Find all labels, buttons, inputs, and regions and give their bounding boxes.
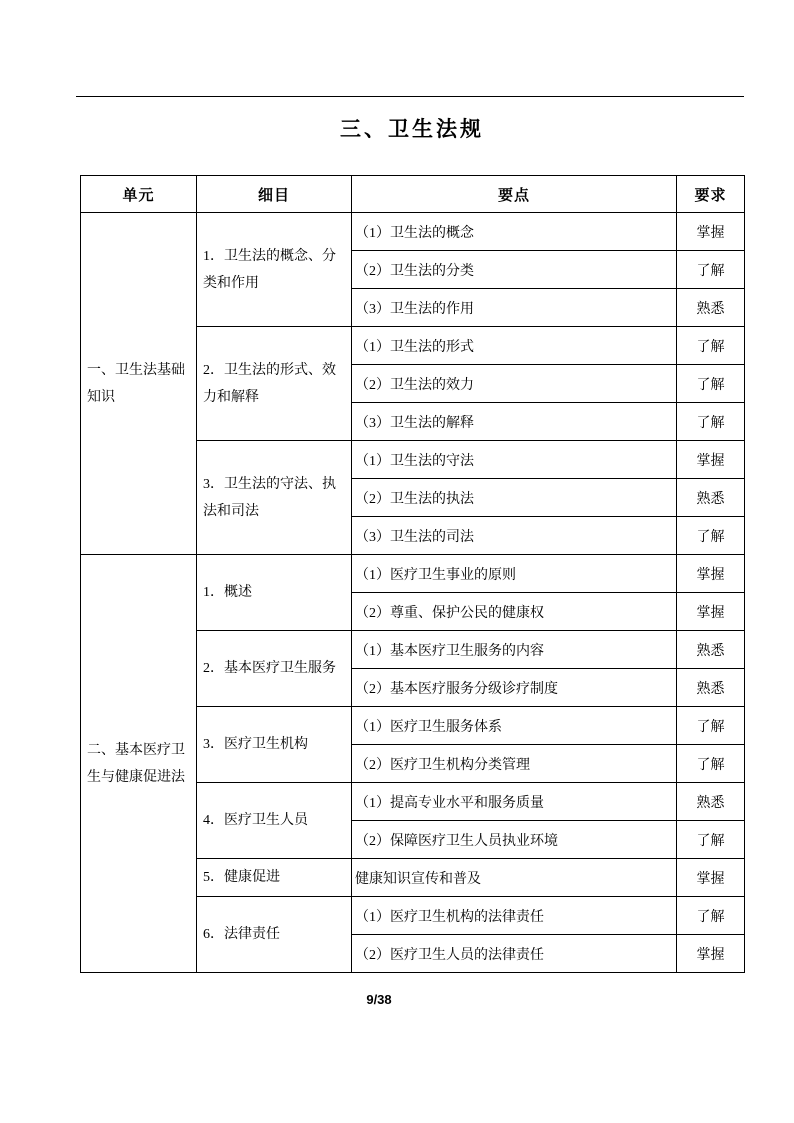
requirement-cell: 了解 [677, 365, 745, 403]
point-cell: （2）基本医疗服务分级诊疗制度 [352, 669, 677, 707]
requirement-cell: 了解 [677, 745, 745, 783]
point-cell: （1）医疗卫生事业的原则 [352, 555, 677, 593]
requirement-cell: 掌握 [677, 555, 745, 593]
point-cell: （3）卫生法的司法 [352, 517, 677, 555]
requirement-cell: 了解 [677, 821, 745, 859]
page-title: 三、卫生法规 [340, 117, 484, 141]
requirement-cell: 掌握 [677, 935, 745, 973]
requirement-cell: 熟悉 [677, 669, 745, 707]
point-cell: （1）医疗卫生服务体系 [352, 707, 677, 745]
detail-cell: 5．健康促进 [197, 859, 352, 897]
detail-cell: 6．法律责任 [197, 897, 352, 973]
detail-cell: 1．概述 [197, 555, 352, 631]
point-cell: （3）卫生法的作用 [352, 289, 677, 327]
point-cell: （2）尊重、保护公民的健康权 [352, 593, 677, 631]
requirement-cell: 掌握 [677, 859, 745, 897]
requirement-cell: 掌握 [677, 441, 745, 479]
point-cell: （3）卫生法的解释 [352, 403, 677, 441]
point-cell: （1）基本医疗卫生服务的内容 [352, 631, 677, 669]
detail-cell: 2．基本医疗卫生服务 [197, 631, 352, 707]
header-cell-requirement: 要求 [677, 176, 745, 213]
point-cell: （2）卫生法的效力 [352, 365, 677, 403]
requirement-cell: 了解 [677, 707, 745, 745]
header-rule-divider [76, 96, 744, 97]
requirement-cell: 了解 [677, 403, 745, 441]
table-row [81, 555, 745, 593]
requirement-cell: 了解 [677, 327, 745, 365]
point-cell: （1）卫生法的概念 [352, 213, 677, 251]
point-cell: （2）卫生法的执法 [352, 479, 677, 517]
detail-cell: 1．卫生法的概念、分类和作用 [197, 213, 352, 327]
requirement-cell: 熟悉 [677, 783, 745, 821]
point-cell: （1）卫生法的守法 [352, 441, 677, 479]
requirement-cell: 熟悉 [677, 479, 745, 517]
syllabus-table-body [81, 213, 745, 973]
table-header-row [81, 176, 745, 213]
requirement-cell: 掌握 [677, 593, 745, 631]
point-cell: （2）医疗卫生人员的法律责任 [352, 935, 677, 973]
page-number: 9/38 [366, 992, 392, 1007]
requirement-cell: 掌握 [677, 213, 745, 251]
detail-cell: 4．医疗卫生人员 [197, 783, 352, 859]
header-cell-point: 要点 [352, 176, 677, 213]
detail-cell: 3．卫生法的守法、执法和司法 [197, 441, 352, 555]
header-cell-detail: 细目 [197, 176, 352, 213]
syllabus-table [80, 175, 745, 973]
requirement-cell: 熟悉 [677, 631, 745, 669]
detail-cell: 3．医疗卫生机构 [197, 707, 352, 783]
table-row [81, 213, 745, 251]
header-cell-unit: 单元 [81, 176, 197, 213]
unit-cell: 一、卫生法基础知识 [81, 213, 197, 555]
requirement-cell: 熟悉 [677, 289, 745, 327]
requirement-cell: 了解 [677, 897, 745, 935]
point-cell: （1）医疗卫生机构的法律责任 [352, 897, 677, 935]
requirement-cell: 了解 [677, 517, 745, 555]
point-cell: （2）保障医疗卫生人员执业环境 [352, 821, 677, 859]
point-cell: （2）卫生法的分类 [352, 251, 677, 289]
point-cell: 健康知识宣传和普及 [352, 859, 677, 897]
point-cell: （1）卫生法的形式 [352, 327, 677, 365]
point-cell: （2）医疗卫生机构分类管理 [352, 745, 677, 783]
requirement-cell: 了解 [677, 251, 745, 289]
point-cell: （1）提高专业水平和服务质量 [352, 783, 677, 821]
unit-cell: 二、基本医疗卫生与健康促进法 [81, 555, 197, 973]
detail-cell: 2．卫生法的形式、效力和解释 [197, 327, 352, 441]
